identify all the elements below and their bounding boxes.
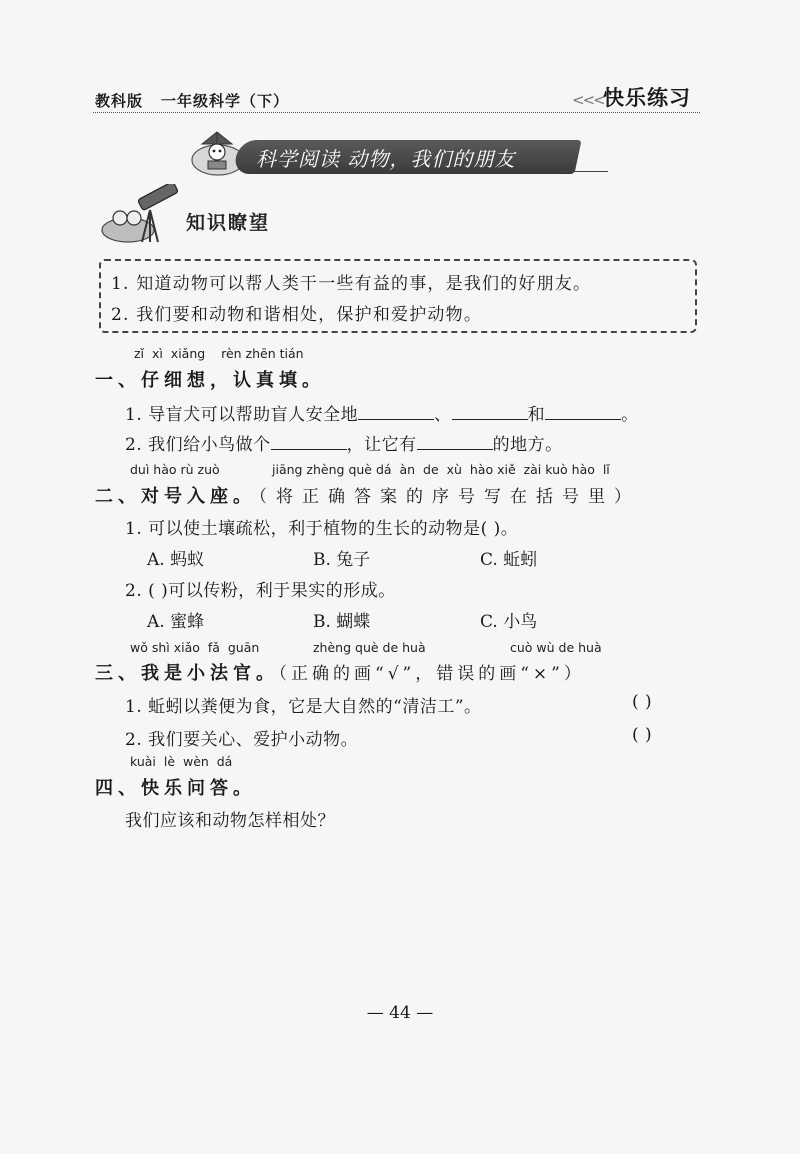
section2-question-1: 1. 可以使土壤疏松，利于植物的生长的动物是( )。 <box>125 519 519 539</box>
chevrons-icon: <<< <box>572 91 604 109</box>
section3-pinyin-correct: zhèng què de huà <box>313 640 426 655</box>
banner-underline <box>560 171 608 172</box>
answer-blank[interactable] <box>271 433 347 450</box>
section2-subtitle-pinyin: jiāng zhèng què dá àn de xù hào xiě zài kuò hào lǐ <box>272 462 610 477</box>
section1-pinyin: zǐ xì xiǎng rèn zhēn tián <box>134 346 304 361</box>
book-info <box>95 90 289 111</box>
section4-title: 四、快乐问答。 <box>95 778 256 799</box>
answer-blank[interactable] <box>452 403 528 420</box>
edition-label: 教科版 <box>95 92 144 110</box>
section4-pinyin: kuài lè wèn dá <box>130 754 233 769</box>
section2-title: 二、对号入座。 <box>95 486 256 507</box>
series-title: 快乐练习 <box>603 86 691 110</box>
telescope-icon <box>98 184 184 246</box>
section2-pinyin: duì hào rù zuò <box>130 462 220 477</box>
section3-question-1: 1. 蚯蚓以粪便为食，它是大自然的“清洁工”。 <box>125 697 482 717</box>
option-a[interactable]: A. 蜜蜂 <box>147 612 205 632</box>
answer-bracket[interactable]: ( ) <box>632 725 653 745</box>
section1-question-1: 1. 导盲犬可以帮助盲人安全地 、 和 。 <box>125 405 639 425</box>
option-b[interactable]: B. 蝴蝶 <box>313 612 371 632</box>
header-divider <box>93 112 700 113</box>
knowledge-point: 1. 知道动物可以帮人类干一些有益的事，是我们的好朋友。 <box>111 274 592 294</box>
answer-blank[interactable] <box>358 403 434 420</box>
section1-question-2: 2. 我们给小鸟做个 ，让它有 的地方。 <box>125 435 563 455</box>
section3-subtitle: （正确的画“√”，错误的画“×”） <box>270 664 585 684</box>
answer-blank[interactable] <box>417 433 493 450</box>
page-number: — 44 — <box>366 1003 434 1023</box>
option-a[interactable]: A. 蚂蚁 <box>147 550 205 570</box>
answer-blank[interactable] <box>545 403 621 420</box>
reading-title: 科学阅读 动物，我们的朋友 <box>256 147 516 171</box>
section2-subtitle: （将正确答案的序号写在括号里） <box>250 487 640 507</box>
answer-bracket[interactable]: ( ) <box>632 692 653 712</box>
section4-question: 我们应该和动物怎样相处？ <box>125 811 335 831</box>
knowledge-title: 知识瞭望 <box>186 212 271 234</box>
section2-question-2: 2. ( )可以传粉，利于果实的形成。 <box>125 581 396 601</box>
option-c[interactable]: C. 蚯蚓 <box>480 550 538 570</box>
section3-pinyin-wrong: cuò wù de huà <box>510 640 602 655</box>
knowledge-point: 2. 我们要和动物和谐相处，保护和爱护动物。 <box>111 305 483 325</box>
option-c[interactable]: C. 小鸟 <box>480 612 538 632</box>
section3-title: 三、我是小法官。 <box>95 663 279 684</box>
option-b[interactable]: B. 兔子 <box>313 550 371 570</box>
section1-title: 一、仔细想，认真填。 <box>95 370 325 391</box>
section3-question-2: 2. 我们要关心、爱护小动物。 <box>125 730 359 750</box>
book-title: 一年级科学（下） <box>161 92 290 110</box>
section3-pinyin: wǒ shì xiǎo fǎ guān <box>130 640 260 655</box>
